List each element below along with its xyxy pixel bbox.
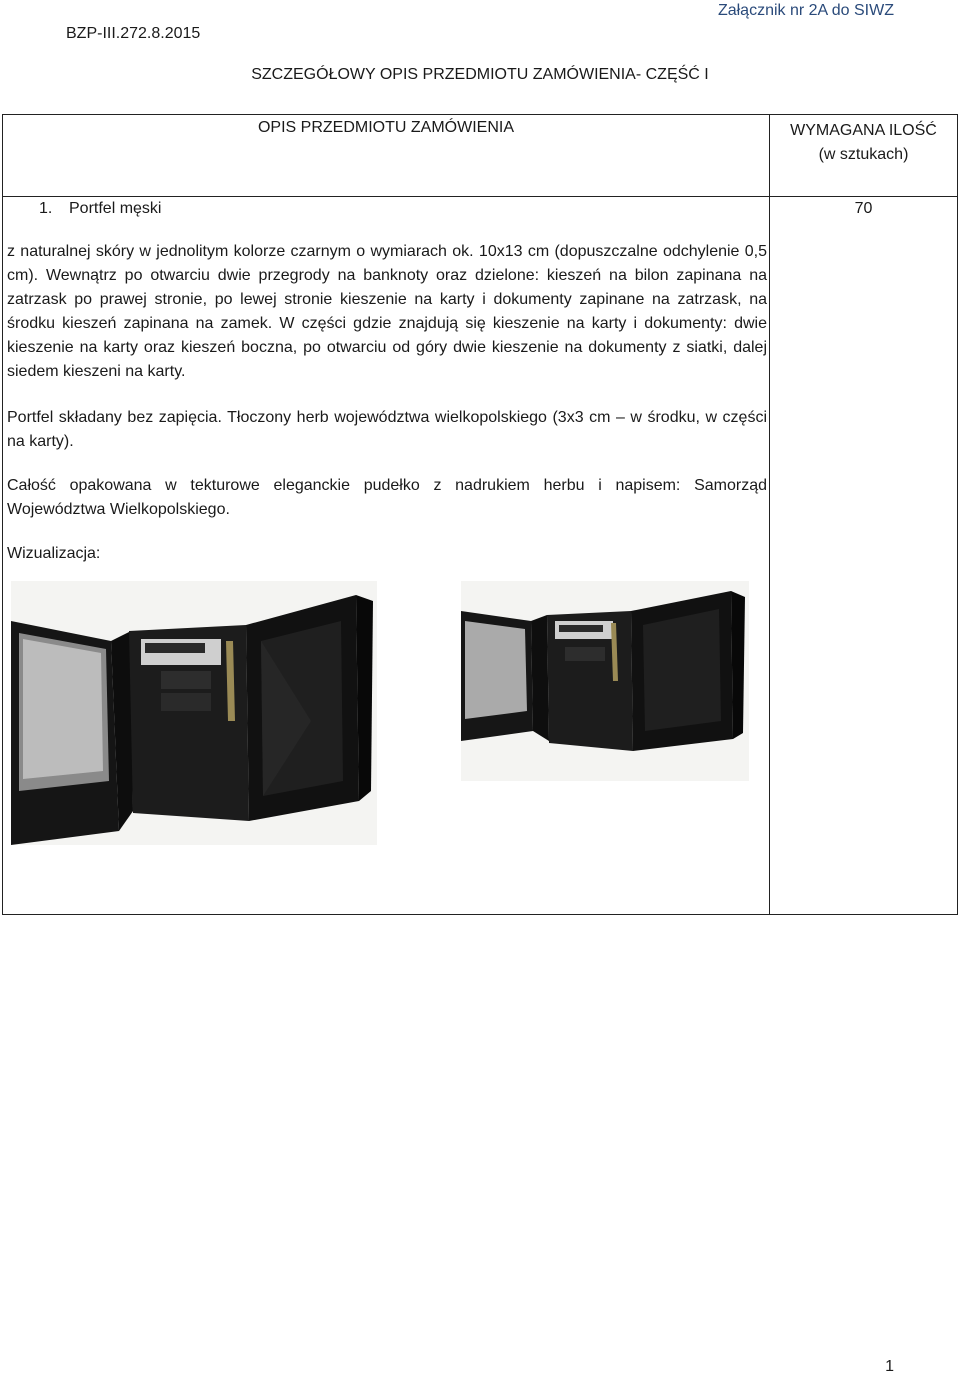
column-header-description: OPIS PRZEDMIOTU ZAMÓWIENIA (257, 119, 514, 136)
wallet-photo-closed-view (461, 581, 749, 781)
page-number: 1 (885, 1358, 894, 1375)
item-name: Portfel męski (69, 200, 162, 217)
item-number: 1. (39, 200, 53, 217)
specification-table (2, 114, 958, 915)
item-description-paragraph-3: Całość opakowana w tekturowe eleganckie pudełko z nadrukiem herbu i napisem: Samorząd Województwa Wielkopolskiego. (7, 477, 767, 518)
page-title: SZCZEGÓŁOWY OPIS PRZEDMIOTU ZAMÓWIENIA- CZĘŚĆ I (251, 66, 709, 83)
item-description-paragraph-1: z naturalnej skóry w jednolitym kolorze czarnym o wymiarach ok. 10x13 cm (dopuszczalne odchylenie 0,5 cm). Wewnątrz po otwarciu dwie przegrody na banknoty oraz dzielone: kieszeń na bilon zapinana na zatrzask po prawej stronie, po lewej stronie kieszenie na karty i dokumenty zapinane na zatrzask, na środku kieszeń zapinana na zamek. W części gdzie znajdują się kieszenie na karty i dokumenty: dwie kieszenie na karty oraz kieszeń boczna, po otwarciu od góry dwie kieszenie na dokumenty z siatki, dalej siedem kieszeni na karty. (7, 243, 767, 380)
item-heading (39, 200, 161, 218)
quantity-header-line2: (w sztukach) (818, 146, 909, 163)
item-description-paragraph-2: Portfel składany bez zapięcia. Tłoczony herb województwa wielkopolskiego (3x3 cm – w środku, w części na karty). (7, 409, 767, 450)
annex-label: Załącznik nr 2A do SIWZ (717, 2, 894, 19)
visualization-label: Wizualizacja: (7, 545, 101, 562)
column-divider (769, 115, 770, 914)
header-divider (3, 196, 957, 197)
document-reference: BZP-III.272.8.2015 (66, 25, 201, 42)
wallet-photo-open (11, 581, 377, 845)
quantity-header-line1: WYMAGANA ILOŚĆ (790, 122, 937, 139)
column-header-quantity (770, 119, 957, 167)
item-quantity: 70 (854, 200, 873, 217)
